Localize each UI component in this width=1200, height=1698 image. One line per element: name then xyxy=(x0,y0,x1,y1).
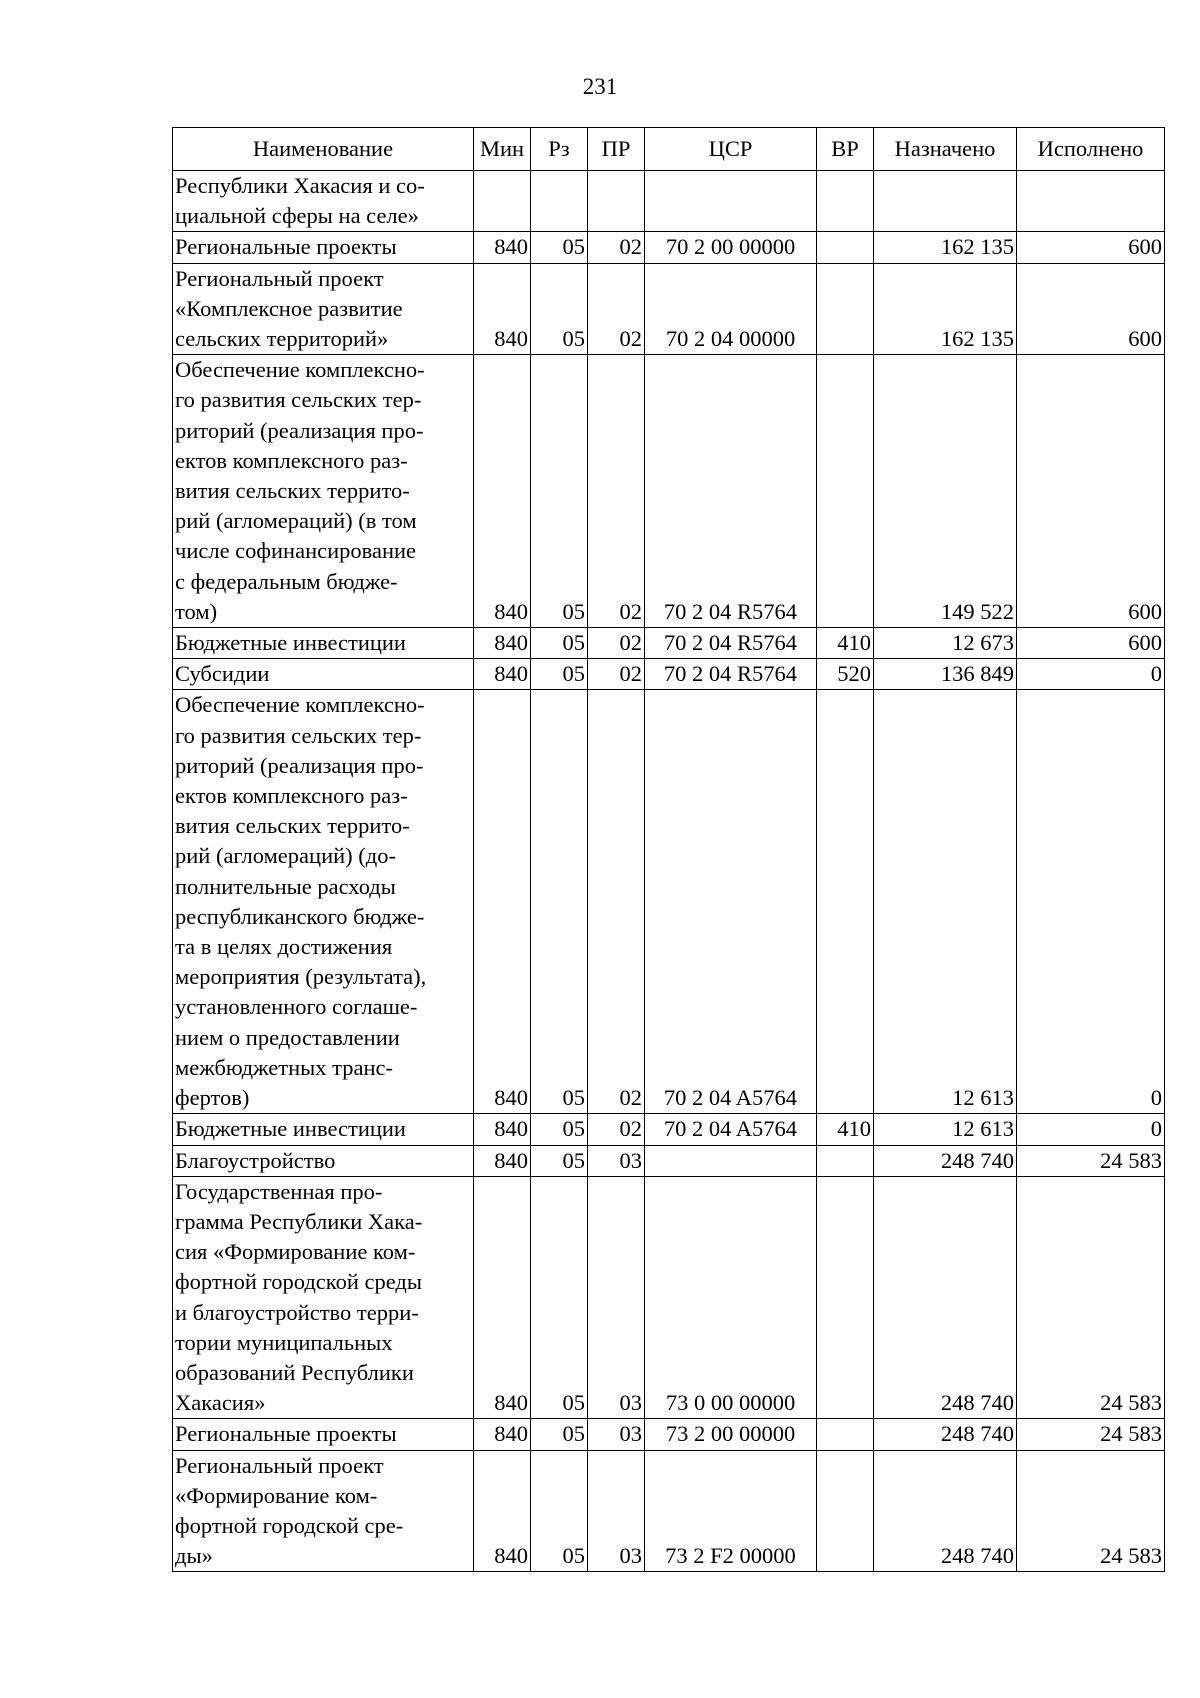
cell-rz xyxy=(531,171,588,232)
cell-name: Бюджетные инвестиции xyxy=(173,1114,474,1145)
cell-min: 840 xyxy=(474,232,531,263)
cell-pr: 03 xyxy=(588,1145,645,1176)
cell-assigned: 12 673 xyxy=(874,628,1017,659)
cell-assigned: 248 740 xyxy=(874,1450,1017,1572)
cell-min: 840 xyxy=(474,1450,531,1572)
table-row xyxy=(173,628,1165,659)
cell-name: Региональный проект «Комплексное развитие сельских территорий» xyxy=(173,263,474,355)
cell-csr xyxy=(645,1145,817,1176)
cell-vr xyxy=(817,355,874,628)
cell-min: 840 xyxy=(474,690,531,1114)
cell-pr: 03 xyxy=(588,1450,645,1572)
cell-assigned xyxy=(874,171,1017,232)
cell-pr: 02 xyxy=(588,628,645,659)
cell-csr: 70 2 04 R5764 xyxy=(645,355,817,628)
table-row xyxy=(173,263,1165,355)
header-row xyxy=(173,128,1165,171)
cell-pr: 02 xyxy=(588,659,645,690)
cell-pr xyxy=(588,171,645,232)
cell-vr xyxy=(817,1419,874,1450)
cell-name: Региональный проект «Формирование ком- фортной городской сре- ды» xyxy=(173,1450,474,1572)
header-pr: ПР xyxy=(588,128,645,171)
cell-csr: 70 2 04 R5764 xyxy=(645,659,817,690)
cell-assigned: 162 135 xyxy=(874,263,1017,355)
cell-rz: 05 xyxy=(531,232,588,263)
cell-vr xyxy=(817,1176,874,1419)
cell-csr: 70 2 00 00000 xyxy=(645,232,817,263)
table-row xyxy=(173,659,1165,690)
cell-rz: 05 xyxy=(531,1114,588,1145)
cell-vr xyxy=(817,1450,874,1572)
cell-executed xyxy=(1017,171,1165,232)
cell-executed: 600 xyxy=(1017,263,1165,355)
table-row xyxy=(173,1114,1165,1145)
cell-vr xyxy=(817,1145,874,1176)
cell-executed: 24 583 xyxy=(1017,1176,1165,1419)
table-row xyxy=(173,690,1165,1114)
cell-name: Государственная про- грамма Республики Хака- сия «Формирование ком- фортной городской среды и благоустройство терри- тории муниципальных образований Республики Хакасия» xyxy=(173,1176,474,1419)
table-row xyxy=(173,232,1165,263)
cell-min: 840 xyxy=(474,263,531,355)
cell-csr: 73 2 F2 00000 xyxy=(645,1450,817,1572)
cell-rz: 05 xyxy=(531,263,588,355)
cell-vr: 520 xyxy=(817,659,874,690)
cell-csr: 70 2 04 R5764 xyxy=(645,628,817,659)
cell-assigned: 162 135 xyxy=(874,232,1017,263)
table-body xyxy=(173,171,1165,1572)
header-min: Мин xyxy=(474,128,531,171)
table-row xyxy=(173,355,1165,628)
cell-name: Региональные проекты xyxy=(173,1419,474,1450)
cell-rz: 05 xyxy=(531,1419,588,1450)
cell-min xyxy=(474,171,531,232)
table-row xyxy=(173,1450,1165,1572)
cell-assigned: 136 849 xyxy=(874,659,1017,690)
cell-assigned: 12 613 xyxy=(874,1114,1017,1145)
cell-executed: 0 xyxy=(1017,659,1165,690)
cell-min: 840 xyxy=(474,355,531,628)
cell-min: 840 xyxy=(474,628,531,659)
cell-pr: 03 xyxy=(588,1176,645,1419)
cell-csr: 70 2 04 A5764 xyxy=(645,1114,817,1145)
cell-rz: 05 xyxy=(531,690,588,1114)
cell-assigned: 248 740 xyxy=(874,1419,1017,1450)
cell-rz: 05 xyxy=(531,1450,588,1572)
cell-vr xyxy=(817,263,874,355)
cell-name: Обеспечение комплексно- го развития сельских тер- риторий (реализация про- ектов комплексного раз- вития сельских террито- рий (агломераций) (в том числе софинансирование с федеральным бюдже- том) xyxy=(173,355,474,628)
cell-csr: 73 2 00 00000 xyxy=(645,1419,817,1450)
cell-rz: 05 xyxy=(531,628,588,659)
cell-name: Благоустройство xyxy=(173,1145,474,1176)
cell-name: Субсидии xyxy=(173,659,474,690)
cell-pr: 02 xyxy=(588,263,645,355)
cell-rz: 05 xyxy=(531,355,588,628)
header-name: Наименование xyxy=(173,128,474,171)
cell-executed: 600 xyxy=(1017,355,1165,628)
cell-min: 840 xyxy=(474,659,531,690)
cell-executed: 0 xyxy=(1017,690,1165,1114)
cell-executed: 24 583 xyxy=(1017,1145,1165,1176)
cell-assigned: 149 522 xyxy=(874,355,1017,628)
cell-executed: 24 583 xyxy=(1017,1450,1165,1572)
cell-assigned: 12 613 xyxy=(874,690,1017,1114)
table-row xyxy=(173,1145,1165,1176)
cell-pr: 02 xyxy=(588,1114,645,1145)
cell-name: Республики Хакасия и со- циальной сферы на селе» xyxy=(173,171,474,232)
cell-pr: 02 xyxy=(588,355,645,628)
header-csr: ЦСР xyxy=(645,128,817,171)
cell-rz: 05 xyxy=(531,1145,588,1176)
cell-min: 840 xyxy=(474,1114,531,1145)
cell-name: Обеспечение комплексно- го развития сельских тер- риторий (реализация про- ектов комплексного раз- вития сельских террито- рий (агломераций) (до- полнительные расходы республиканского бюдже- та в целях достижения мероприятия (результата), установленного соглаше- нием о предоставлении межбюджетных транс- фертов) xyxy=(173,690,474,1114)
cell-name: Бюджетные инвестиции xyxy=(173,628,474,659)
cell-min: 840 xyxy=(474,1419,531,1450)
page-number: 231 xyxy=(582,74,618,99)
header-vr: ВР xyxy=(817,128,874,171)
table-row xyxy=(173,1176,1165,1419)
header-rz: Рз xyxy=(531,128,588,171)
cell-assigned: 248 740 xyxy=(874,1145,1017,1176)
cell-executed: 24 583 xyxy=(1017,1419,1165,1450)
cell-csr: 70 2 04 A5764 xyxy=(645,690,817,1114)
cell-min: 840 xyxy=(474,1145,531,1176)
header-assigned: Назначено xyxy=(874,128,1017,171)
cell-vr xyxy=(817,690,874,1114)
cell-vr: 410 xyxy=(817,1114,874,1145)
cell-pr: 02 xyxy=(588,232,645,263)
cell-vr xyxy=(817,232,874,263)
cell-min: 840 xyxy=(474,1176,531,1419)
cell-executed: 600 xyxy=(1017,232,1165,263)
table-header xyxy=(173,128,1165,171)
cell-csr: 70 2 04 00000 xyxy=(645,263,817,355)
cell-vr xyxy=(817,171,874,232)
cell-csr: 73 0 00 00000 xyxy=(645,1176,817,1419)
table-row xyxy=(173,1419,1165,1450)
cell-executed: 0 xyxy=(1017,1114,1165,1145)
cell-pr: 02 xyxy=(588,690,645,1114)
budget-table xyxy=(172,127,1165,1572)
header-executed: Исполнено xyxy=(1017,128,1165,171)
cell-vr: 410 xyxy=(817,628,874,659)
cell-rz: 05 xyxy=(531,659,588,690)
cell-name: Региональные проекты xyxy=(173,232,474,263)
cell-executed: 600 xyxy=(1017,628,1165,659)
cell-rz: 05 xyxy=(531,1176,588,1419)
table-row xyxy=(173,171,1165,232)
cell-csr xyxy=(645,171,817,232)
cell-pr: 03 xyxy=(588,1419,645,1450)
cell-assigned: 248 740 xyxy=(874,1176,1017,1419)
